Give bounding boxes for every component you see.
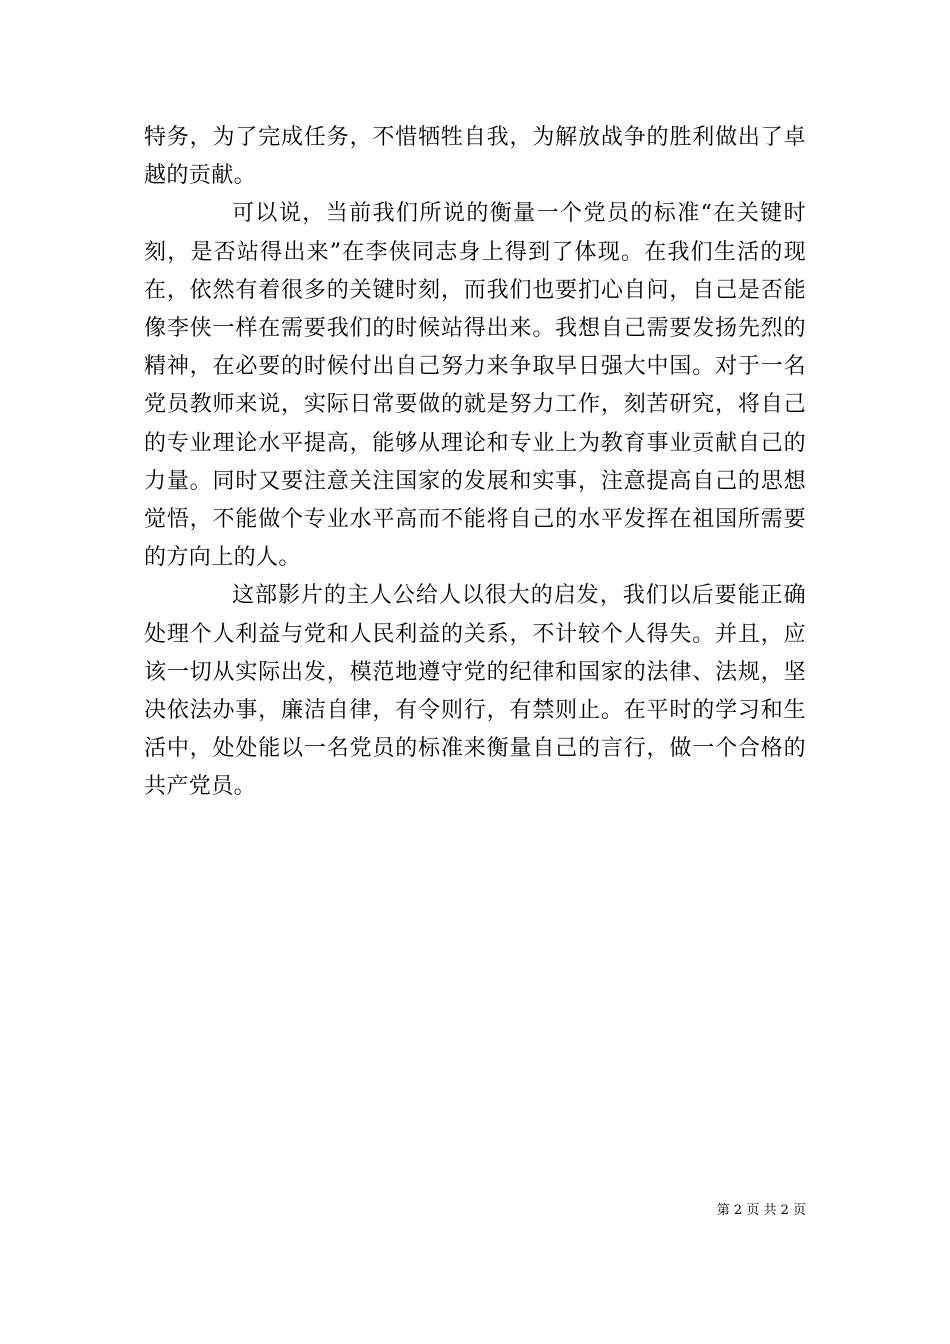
paragraph-2: 可以说，当前我们所说的衡量一个党员的标准“在关键时刻，是否站得出来”在李侠同志身上得到了体现。在我们生活的现在，依然有着很多的关键时刻，而我们也要扪心自问，自己是否能像李侠一样在需要我们的时候站得出来。我想自己需要发扬先烈的精神，在必要的时候付出自己努力来争取早日强大中国。对于一名党员教师来说，实际日常要做的就是努力工作，刻苦研究，将自己的专业理论水平提高，能够从理论和专业上为教育事业贡献自己的力量。同时又要注意关注国家的发展和实事，注意提高自己的思想觉悟，不能做个专业水平高而不能将自己的水平发挥在祖国所需要的方向上的人。: [144, 201, 806, 571]
paragraph-3: 这部影片的主人公给人以很大的启发，我们以后要能正确处理个人利益与党和人民利益的关系，不计较个人得失。并且，应该一切从实际出发，模范地遵守党的纪律和国家的法律、法规，坚决依法办事，廉洁自律，有令则行，有禁则止。在平时的学习和生活中，处处能以一名党员的标准来衡量自己的言行，做一个合格的共产党员。: [144, 583, 806, 800]
paragraph-1: 特务，为了完成任务，不惜牺牲自我，为解放战争的胜利做出了卓越的贡献。: [144, 125, 806, 189]
page-number-footer: 第 2 页 共 2 页: [716, 1203, 806, 1218]
document-body: [144, 119, 806, 807]
